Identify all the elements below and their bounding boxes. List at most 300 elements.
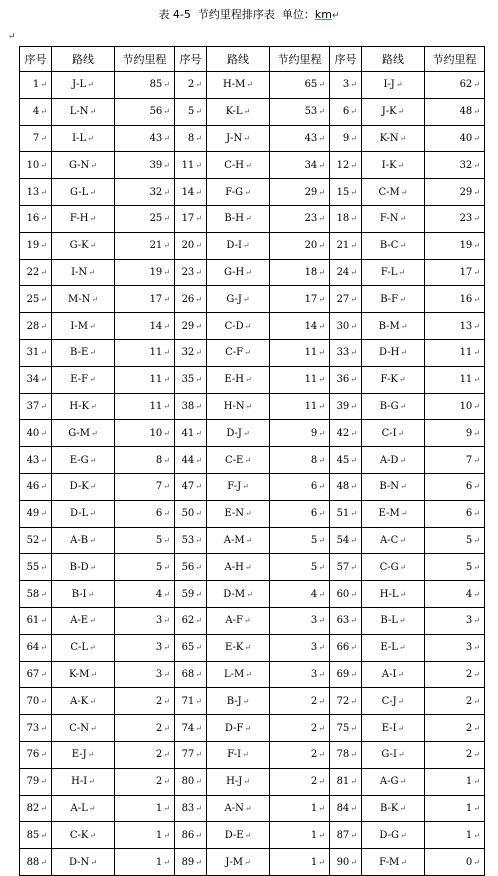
- cell-text: E-F: [70, 374, 89, 386]
- paragraph-mark-icon: ↵: [246, 589, 253, 599]
- paragraph-mark-icon: ↵: [244, 562, 252, 572]
- route-cell: [362, 313, 425, 340]
- paragraph-mark-icon: ↵: [195, 589, 202, 599]
- paragraph-mark-icon: ↵: [195, 160, 202, 170]
- paragraph-mark-icon: ↵: [473, 589, 480, 599]
- cell-text: 5: [155, 534, 163, 546]
- route-cell: [207, 849, 270, 876]
- paragraph-mark-icon: ↵: [195, 267, 202, 277]
- paragraph-mark-icon: ↵: [245, 160, 252, 170]
- seq-cell: [20, 473, 52, 500]
- cell-text: 37: [26, 400, 40, 412]
- paragraph-mark-icon: ↵: [91, 294, 99, 304]
- savings-cell: [425, 205, 485, 232]
- paragraph-mark-icon: ↵: [163, 535, 170, 545]
- paragraph-mark-icon: ↵: [473, 723, 480, 733]
- cell-text: E-I: [381, 722, 397, 734]
- paragraph-mark-icon: ↵: [473, 160, 480, 170]
- cell-text: 5: [310, 561, 318, 573]
- seq-cell: [175, 366, 207, 393]
- cell-text: 8: [187, 132, 195, 144]
- cell-text: 18: [336, 213, 350, 225]
- cell-text: E-N: [224, 508, 244, 520]
- paragraph-mark-icon: ↵: [244, 187, 251, 197]
- cell-text: 12: [336, 159, 350, 171]
- route-cell: [52, 500, 115, 527]
- paragraph-mark-icon: ↵: [89, 562, 97, 572]
- route-cell: [52, 259, 115, 286]
- paragraph-mark-icon: ↵: [89, 696, 96, 706]
- cell-text: 4: [155, 588, 163, 600]
- seq-cell: [175, 447, 207, 474]
- seq-cell: [330, 500, 362, 527]
- route-cell: [362, 393, 425, 420]
- route-cell: [52, 393, 115, 420]
- cell-text: B-E: [70, 347, 89, 359]
- paragraph-mark-icon: ↵: [473, 133, 480, 143]
- cell-text: 90: [336, 856, 350, 868]
- route-cell: [207, 313, 270, 340]
- paragraph-mark-icon: ↵: [350, 616, 357, 626]
- table-row: [20, 554, 485, 581]
- paragraph-mark-icon: ↵: [318, 241, 325, 251]
- paragraph-mark-icon: ↵: [473, 294, 480, 304]
- seq-cell: [330, 313, 362, 340]
- paragraph-mark-icon: ↵: [399, 241, 407, 251]
- paragraph-mark-icon: ↵: [195, 294, 202, 304]
- paragraph-mark-icon: ↵: [195, 777, 202, 787]
- cell-text: 21: [336, 240, 350, 252]
- paragraph-mark-icon: ↵: [244, 455, 252, 465]
- cell-text: 1: [465, 829, 473, 841]
- cell-text: C-I: [381, 427, 397, 439]
- table-row: [20, 420, 485, 447]
- cell-text: A-C: [380, 534, 399, 546]
- paragraph-mark-icon: ↵: [195, 455, 202, 465]
- paragraph-mark-icon: ↵: [400, 321, 408, 331]
- table-row: [20, 768, 485, 795]
- paragraph-mark-icon: ↵: [399, 214, 407, 224]
- paragraph-mark-icon: ↵: [195, 133, 202, 143]
- paragraph-mark-icon: ↵: [195, 696, 202, 706]
- cell-text: B-K: [379, 802, 399, 814]
- savings-cell: [270, 768, 330, 795]
- seq-cell: [330, 259, 362, 286]
- savings-cell: [270, 286, 330, 313]
- seq-cell: [330, 849, 362, 876]
- paragraph-mark-icon: ↵: [163, 509, 170, 519]
- savings-cell: [270, 634, 330, 661]
- route-cell: [362, 72, 425, 99]
- paragraph-mark-icon: ↵: [350, 321, 357, 331]
- savings-cell: [115, 715, 175, 742]
- cell-text: 25: [26, 293, 40, 305]
- savings-cell: [425, 795, 485, 822]
- cell-text: 19: [26, 240, 40, 252]
- route-cell: [362, 634, 425, 661]
- paragraph-mark-icon: ↵: [163, 80, 170, 90]
- seq-cell: [20, 125, 52, 152]
- paragraph-mark-icon: ↵: [473, 375, 480, 385]
- paragraph-mark-icon: ↵: [195, 857, 202, 867]
- paragraph-mark-icon: ↵: [163, 455, 170, 465]
- paragraph-mark-icon: ↵: [318, 535, 325, 545]
- cell-text: 11: [149, 347, 163, 359]
- route-cell: [207, 661, 270, 688]
- cell-text: 48: [336, 481, 350, 493]
- cell-text: F-K: [380, 374, 398, 386]
- route-cell: [362, 152, 425, 179]
- cell-text: E-L: [380, 642, 398, 654]
- cell-text: 49: [26, 508, 40, 520]
- cell-text: D-N: [68, 856, 90, 868]
- route-cell: [52, 715, 115, 742]
- paragraph-mark-icon: ↵: [350, 857, 357, 867]
- paragraph-mark-icon: ↵: [88, 643, 96, 653]
- paragraph-mark-icon: ↵: [350, 509, 357, 519]
- cell-text: I-J: [383, 79, 395, 91]
- route-cell: [207, 205, 270, 232]
- table-row: [20, 179, 485, 206]
- route-cell: [52, 339, 115, 366]
- paragraph-mark-icon: ↵: [40, 696, 47, 706]
- cell-text: 62: [181, 615, 195, 627]
- seq-cell: [175, 822, 207, 849]
- route-cell: [207, 473, 270, 500]
- paragraph-mark-icon: ↵: [195, 803, 202, 813]
- cell-text: 11: [459, 374, 473, 386]
- cell-text: H-J: [226, 776, 243, 788]
- cell-text: 68: [181, 668, 195, 680]
- paragraph-mark-icon: ↵: [318, 375, 325, 385]
- table-row: [20, 205, 485, 232]
- paragraph-mark-icon: ↵: [473, 696, 480, 706]
- route-cell: [362, 741, 425, 768]
- cell-text: 35: [181, 374, 195, 386]
- cell-text: 69: [336, 668, 350, 680]
- cell-text: 55: [26, 561, 40, 573]
- route-cell: [52, 581, 115, 608]
- route-cell: [362, 205, 425, 232]
- cell-text: F-G: [225, 186, 244, 198]
- cell-text: A-L: [70, 802, 88, 814]
- paragraph-mark-icon: ↵: [318, 830, 325, 840]
- cell-text: 0: [465, 856, 473, 868]
- paragraph-mark-icon: ↵: [89, 187, 96, 197]
- column-header: 节约里程: [115, 47, 175, 72]
- cell-text: 74: [181, 722, 195, 734]
- paragraph-mark-icon: ↵: [397, 160, 405, 170]
- savings-cell: [115, 72, 175, 99]
- savings-cell: [425, 420, 485, 447]
- cell-text: G-I: [381, 749, 397, 761]
- cell-text: 17: [149, 293, 163, 305]
- cell-text: 53: [304, 106, 318, 118]
- paragraph-mark-icon: ↵: [473, 348, 480, 358]
- cell-text: 14: [181, 186, 195, 198]
- route-cell: [362, 581, 425, 608]
- cell-text: 3: [310, 642, 318, 654]
- paragraph-mark-icon: ↵: [400, 187, 408, 197]
- cell-text: 54: [336, 534, 350, 546]
- paragraph-mark-icon: ↵: [473, 241, 480, 251]
- cell-text: 59: [181, 588, 195, 600]
- paragraph-mark-icon: ↵: [195, 562, 202, 572]
- savings-cell: [425, 527, 485, 554]
- table-row: [20, 795, 485, 822]
- seq-cell: [330, 581, 362, 608]
- paragraph-mark-icon: ↵: [195, 375, 202, 385]
- cell-text: 67: [26, 668, 40, 680]
- paragraph-mark-icon: ↵: [88, 777, 95, 787]
- savings-cell: [115, 393, 175, 420]
- cell-text: 7: [155, 481, 163, 493]
- paragraph-mark-icon: ↵: [163, 723, 170, 733]
- paragraph-mark-icon: ↵: [242, 241, 250, 251]
- cell-text: 19: [149, 266, 163, 278]
- cell-text: 29: [181, 320, 195, 332]
- cell-text: I-M: [70, 320, 88, 332]
- cell-text: 44: [181, 454, 195, 466]
- cell-text: 63: [336, 615, 350, 627]
- route-cell: [52, 661, 115, 688]
- paragraph-mark-icon: ↵: [163, 321, 170, 331]
- cell-text: 3: [155, 642, 163, 654]
- route-cell: [52, 179, 115, 206]
- table-row: [20, 286, 485, 313]
- paragraph-mark-icon: ↵: [243, 616, 251, 626]
- route-cell: [207, 420, 270, 447]
- paragraph-mark-icon: ↵: [40, 589, 47, 599]
- cell-text: 17: [459, 266, 473, 278]
- paragraph-mark-icon: ↵: [350, 187, 357, 197]
- paragraph-mark-icon: ↵: [163, 830, 170, 840]
- paragraph-mark-icon: ↵: [163, 589, 170, 599]
- route-cell: [207, 581, 270, 608]
- cell-text: 2: [465, 668, 473, 680]
- cell-text: A-H: [224, 561, 244, 573]
- paragraph-mark-icon: ↵: [89, 482, 97, 492]
- cell-text: 78: [336, 749, 350, 761]
- paragraph-mark-icon: ↵: [195, 107, 202, 117]
- seq-cell: [330, 527, 362, 554]
- paragraph-mark-icon: ↵: [195, 348, 202, 358]
- paragraph-mark-icon: ↵: [395, 80, 403, 90]
- cell-text: 2: [465, 749, 473, 761]
- route-cell: [207, 259, 270, 286]
- cell-text: D-K: [69, 481, 89, 493]
- paragraph-mark-icon: ↵: [400, 509, 408, 519]
- cell-text: 2: [310, 722, 318, 734]
- paragraph-mark-icon: ↵: [163, 267, 170, 277]
- route-cell: [207, 822, 270, 849]
- paragraph-mark-icon: ↵: [40, 160, 47, 170]
- paragraph-mark-icon: ↵: [473, 643, 480, 653]
- paragraph-mark-icon: ↵: [88, 803, 96, 813]
- paragraph-mark-icon: ↵: [244, 643, 252, 653]
- seq-cell: [20, 715, 52, 742]
- seq-cell: [330, 366, 362, 393]
- paragraph-mark-icon: ↵: [318, 803, 325, 813]
- paragraph-mark-icon: ↵: [89, 375, 96, 385]
- savings-cell: [115, 527, 175, 554]
- cell-text: C-K: [69, 829, 89, 841]
- route-cell: [207, 366, 270, 393]
- savings-cell: [270, 554, 330, 581]
- cell-text: L-N: [69, 106, 89, 118]
- route-cell: [52, 741, 115, 768]
- cell-text: F-I: [227, 749, 242, 761]
- paragraph-mark-icon: ↵: [242, 696, 250, 706]
- seq-cell: [330, 634, 362, 661]
- route-cell: [362, 822, 425, 849]
- cell-text: 5: [310, 534, 318, 546]
- route-cell: [207, 688, 270, 715]
- savings-cell: [270, 420, 330, 447]
- cell-text: 43: [149, 132, 163, 144]
- route-cell: [362, 527, 425, 554]
- paragraph-mark-icon: ↵: [163, 803, 170, 813]
- seq-cell: [20, 205, 52, 232]
- cell-text: 57: [336, 561, 350, 573]
- paragraph-mark-icon: ↵: [87, 80, 94, 90]
- savings-cell: [270, 527, 330, 554]
- cell-text: 1: [32, 79, 40, 91]
- cell-text: 13: [459, 320, 473, 332]
- cell-text: I-N: [71, 266, 88, 278]
- paragraph-mark-icon: ↵: [40, 482, 47, 492]
- savings-cell: [115, 286, 175, 313]
- paragraph-mark-icon: ↵: [350, 482, 357, 492]
- paragraph-mark-icon: ↵: [397, 696, 405, 706]
- paragraph-mark-icon: ↵: [163, 160, 170, 170]
- paragraph-mark-icon: ↵: [350, 267, 357, 277]
- cell-text: 1: [310, 829, 318, 841]
- seq-cell: [175, 661, 207, 688]
- cell-text: E-J: [71, 749, 87, 761]
- seq-cell: [20, 822, 52, 849]
- cell-text: 2: [155, 695, 163, 707]
- paragraph-mark-icon: ↵: [163, 187, 170, 197]
- savings-cell: [270, 125, 330, 152]
- cell-text: 80: [181, 776, 195, 788]
- cell-text: 51: [336, 508, 350, 520]
- paragraph-mark-icon: ↵: [397, 669, 405, 679]
- seq-cell: [330, 688, 362, 715]
- seq-cell: [20, 500, 52, 527]
- cell-text: 3: [465, 642, 473, 654]
- route-cell: [207, 500, 270, 527]
- paragraph-mark-icon: ↵: [318, 107, 325, 117]
- paragraph-mark-icon: ↵: [40, 133, 47, 143]
- paragraph-mark-icon: ↵: [318, 616, 325, 626]
- paragraph-mark-icon: ↵: [473, 830, 480, 840]
- savings-cell: [115, 688, 175, 715]
- cell-text: 22: [26, 266, 40, 278]
- savings-cell: [270, 822, 330, 849]
- paragraph-mark-icon: ↵: [473, 321, 480, 331]
- route-cell: [52, 366, 115, 393]
- paragraph-mark-icon: ↵: [40, 509, 47, 519]
- paragraph-mark-icon: ↵: [473, 267, 480, 277]
- route-cell: [207, 741, 270, 768]
- paragraph-mark-icon: ↵: [245, 401, 253, 411]
- paragraph-mark-icon: ↵: [40, 321, 47, 331]
- cell-text: 53: [181, 534, 195, 546]
- savings-cell: [270, 152, 330, 179]
- savings-cell: [270, 795, 330, 822]
- route-cell: [207, 179, 270, 206]
- seq-cell: [20, 795, 52, 822]
- paragraph-mark-icon: ↵: [318, 321, 325, 331]
- cell-text: A-B: [70, 534, 89, 546]
- paragraph-mark-icon: ↵: [318, 562, 325, 572]
- cell-text: 7: [32, 132, 40, 144]
- seq-cell: [330, 741, 362, 768]
- column-header: 路线: [207, 47, 270, 72]
- cell-text: 87: [336, 829, 350, 841]
- seq-cell: [20, 768, 52, 795]
- savings-cell: [425, 98, 485, 125]
- savings-cell: [115, 125, 175, 152]
- paragraph-mark-icon: ↵: [318, 589, 325, 599]
- cell-text: 89: [181, 856, 195, 868]
- cell-text: B-J: [226, 695, 242, 707]
- cell-text: 6: [465, 508, 473, 520]
- route-cell: [207, 98, 270, 125]
- cell-text: 26: [181, 293, 195, 305]
- seq-cell: [330, 125, 362, 152]
- table-row: [20, 500, 485, 527]
- savings-cell: [270, 313, 330, 340]
- seq-cell: [175, 205, 207, 232]
- seq-cell: [20, 313, 52, 340]
- cell-text: A-N: [224, 802, 244, 814]
- seq-cell: [330, 473, 362, 500]
- savings-cell: [270, 232, 330, 259]
- cell-text: 4: [465, 588, 473, 600]
- savings-cell: [115, 232, 175, 259]
- paragraph-mark-icon: ↵: [89, 455, 97, 465]
- paragraph-mark-icon: ↵: [350, 348, 357, 358]
- paragraph-mark-icon: ↵: [350, 160, 357, 170]
- savings-cell: [425, 286, 485, 313]
- cell-text: 10: [149, 427, 163, 439]
- paragraph-mark-icon: ↵: [244, 214, 252, 224]
- cell-text: A-D: [379, 454, 399, 466]
- savings-cell: [270, 473, 330, 500]
- route-cell: [207, 715, 270, 742]
- route-cell: [362, 849, 425, 876]
- cell-text: 76: [26, 749, 40, 761]
- paragraph-mark-icon: ↵: [88, 267, 95, 277]
- cell-text: 18: [304, 266, 318, 278]
- paragraph-mark-icon: ↵: [195, 214, 202, 224]
- cell-text: 73: [26, 722, 40, 734]
- cell-text: G-M: [68, 427, 91, 439]
- savings-cell: [115, 607, 175, 634]
- paragraph-mark-icon: ↵: [195, 830, 202, 840]
- paragraph-mark-icon: ↵: [350, 133, 357, 143]
- cell-text: 20: [304, 240, 318, 252]
- paragraph-mark-icon: ↵: [473, 803, 480, 813]
- cell-text: 4: [310, 588, 318, 600]
- savings-cell: [425, 741, 485, 768]
- paragraph-mark-icon: ↵: [318, 643, 325, 653]
- seq-cell: [175, 152, 207, 179]
- paragraph-mark-icon: ↵: [89, 830, 97, 840]
- cell-text: 60: [336, 588, 350, 600]
